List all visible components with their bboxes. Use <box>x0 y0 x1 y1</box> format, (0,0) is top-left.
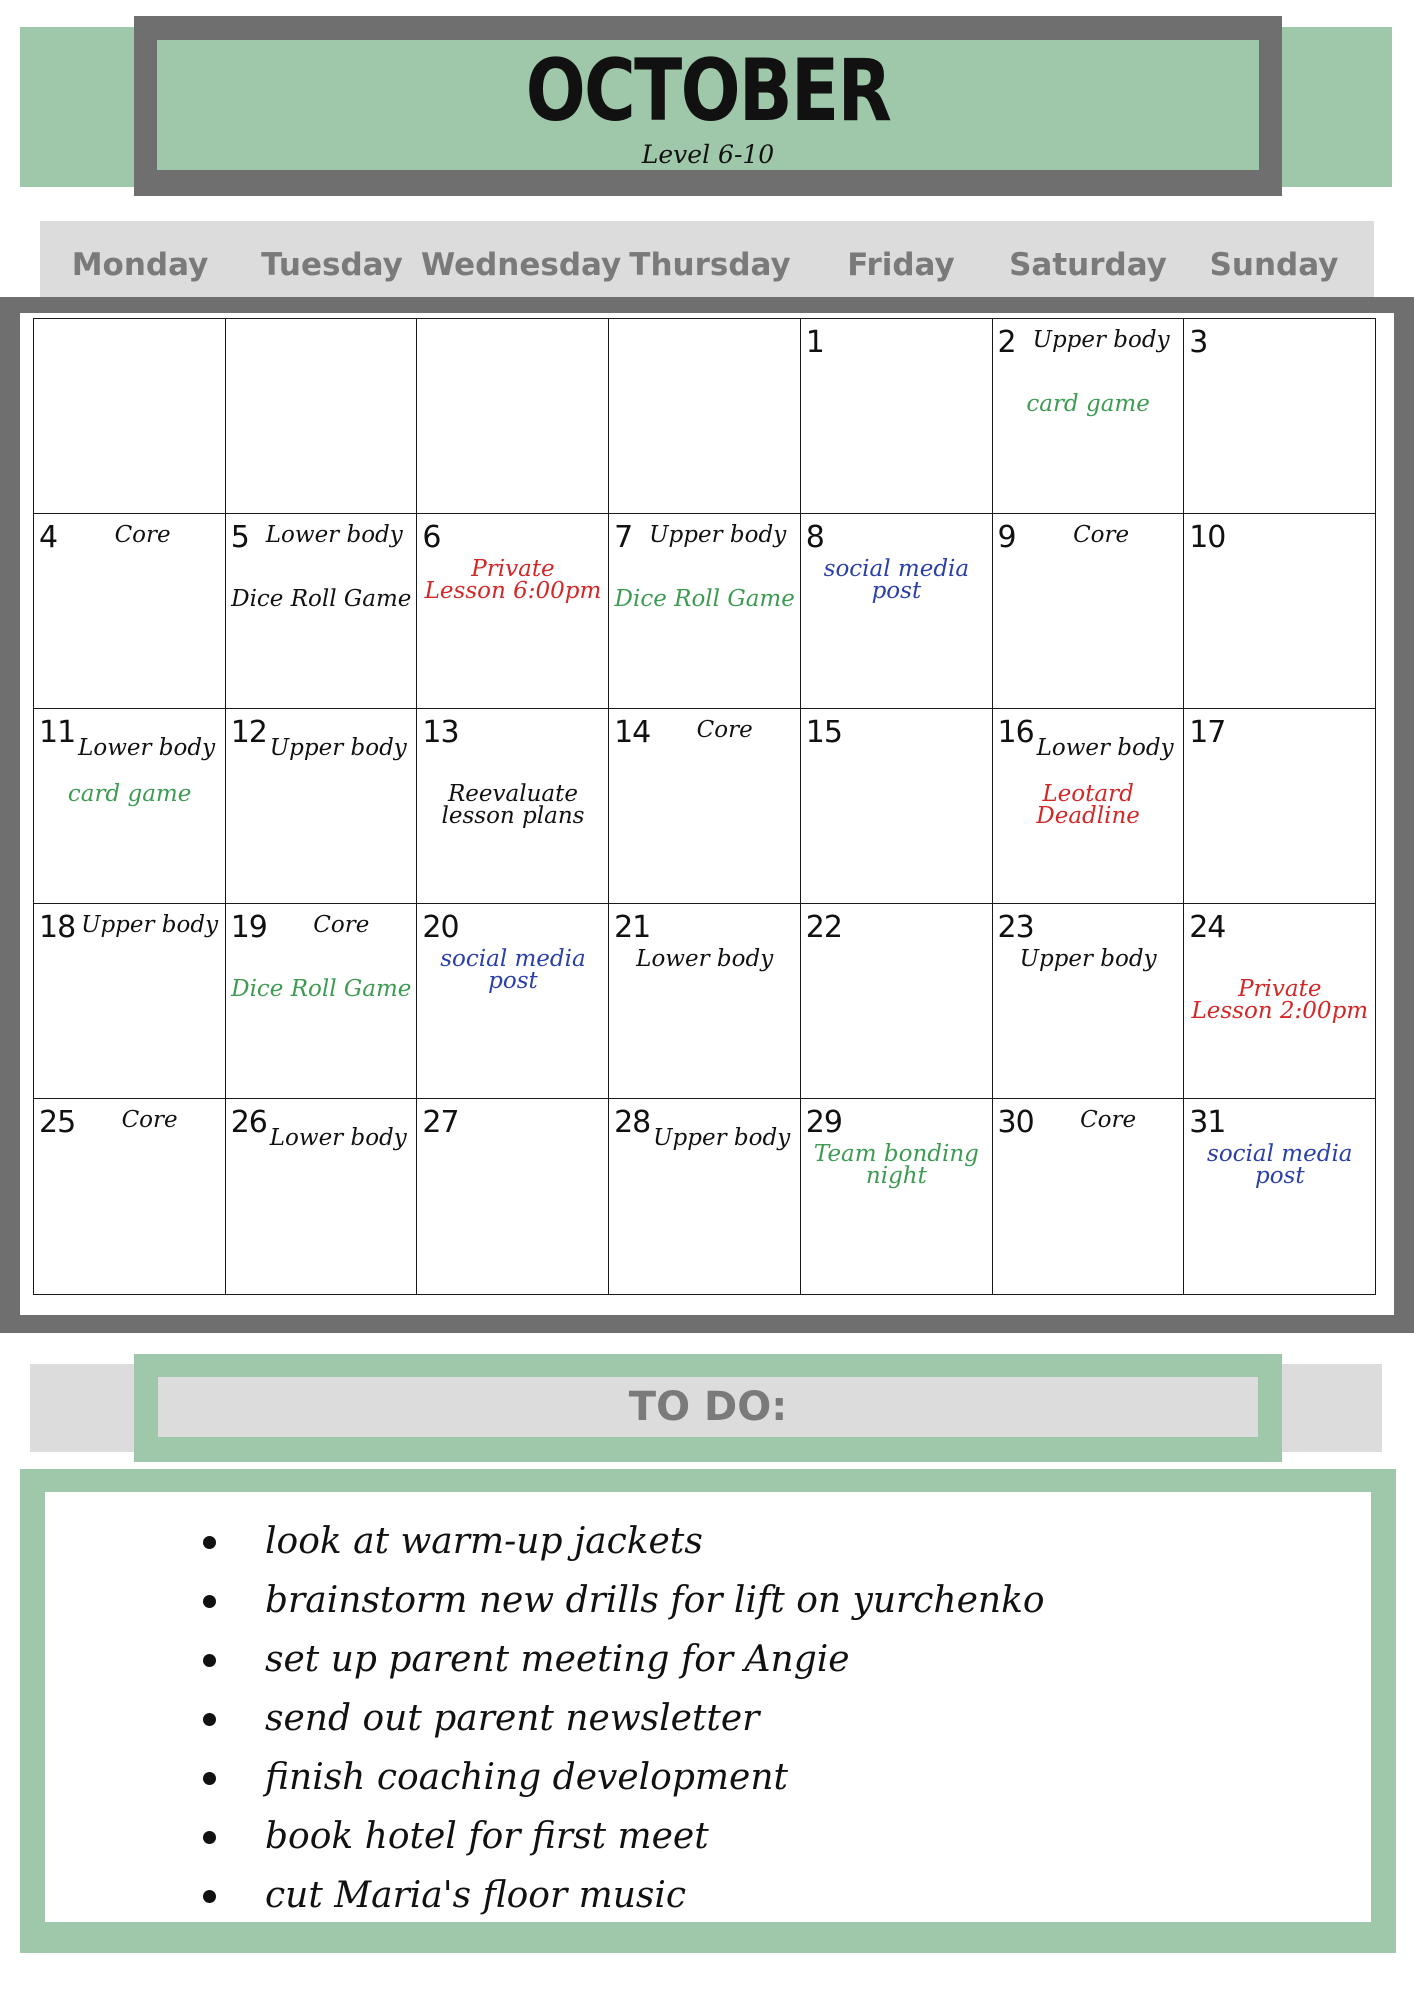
calendar-event: Dice Roll Game <box>231 976 412 1002</box>
calendar-day-cell <box>33 708 226 905</box>
day-number: 15 <box>805 715 842 750</box>
calendar-event: Lower body <box>1036 735 1174 761</box>
calendar-event: social media post <box>440 946 586 994</box>
calendar-event: card game <box>1026 391 1150 417</box>
day-number: 28 <box>614 1105 651 1140</box>
calendar-day-cell <box>608 903 801 1100</box>
calendar-event: Core <box>696 717 753 743</box>
day-number: 6 <box>422 520 441 555</box>
weekday-bar <box>40 221 1374 309</box>
calendar-event: Dice Roll Game <box>614 586 795 612</box>
day-number: 27 <box>422 1105 459 1140</box>
level-subtitle: Level 6-10 <box>641 140 775 169</box>
calendar-event: Core <box>121 1107 178 1133</box>
calendar-day-cell <box>33 513 226 710</box>
todo-list <box>195 1512 1045 1925</box>
calendar-event: Lower body <box>78 735 216 761</box>
calendar-event: Lower body <box>636 946 774 972</box>
calendar-event: Private Lesson 6:00pm <box>424 556 602 604</box>
todo-item: send out parent newsletter <box>195 1689 1045 1748</box>
calendar-day-cell <box>800 708 993 905</box>
calendar-day-cell <box>33 318 226 515</box>
day-number: 2 <box>997 325 1016 360</box>
calendar-event: Upper body <box>81 912 219 938</box>
month-title: OCTOBER <box>525 41 891 141</box>
todo-item: look at warm-up jackets <box>195 1512 1045 1571</box>
calendar-event: Core <box>1073 522 1130 548</box>
calendar-day-cell <box>608 708 801 905</box>
calendar-day-cell <box>416 708 609 905</box>
calendar-day-cell <box>33 903 226 1100</box>
day-number: 4 <box>39 520 58 555</box>
calendar-event: social media post <box>1207 1141 1353 1189</box>
day-number: 24 <box>1189 910 1226 945</box>
day-number: 17 <box>1189 715 1226 750</box>
weekday-friday: Friday <box>847 247 955 283</box>
calendar-event: Core <box>1080 1107 1137 1133</box>
calendar-day-cell <box>225 708 418 905</box>
calendar-day-cell <box>800 1098 993 1295</box>
calendar-event: Upper body <box>649 522 787 548</box>
day-number: 3 <box>1189 325 1208 360</box>
todo-title: TO DO: <box>158 1377 1258 1437</box>
day-number: 8 <box>805 520 824 555</box>
day-number: 30 <box>997 1105 1034 1140</box>
calendar-event: Private Lesson 2:00pm <box>1191 976 1369 1024</box>
day-number: 29 <box>805 1105 842 1140</box>
weekday-wednesday: Wednesday <box>421 247 622 283</box>
calendar-event: Upper body <box>1032 327 1170 353</box>
calendar-event: Upper body <box>1019 946 1157 972</box>
day-number: 19 <box>230 910 267 945</box>
day-number: 31 <box>1189 1105 1226 1140</box>
calendar-day-cell <box>416 1098 609 1295</box>
day-number: 12 <box>230 715 267 750</box>
calendar-event: Team bonding night <box>813 1141 979 1189</box>
calendar-day-cell <box>225 318 418 515</box>
calendar-event: Dice Roll Game <box>231 586 412 612</box>
calendar-day-cell <box>800 903 993 1100</box>
calendar-day-cell <box>1183 318 1376 515</box>
calendar-event: social media post <box>823 556 970 604</box>
day-number: 26 <box>230 1105 267 1140</box>
day-number: 23 <box>997 910 1034 945</box>
calendar-day-cell <box>225 513 418 710</box>
calendar-event: Upper body <box>269 735 407 761</box>
calendar-day-cell <box>225 1098 418 1295</box>
todo-item: cut Maria's floor music <box>195 1866 1045 1925</box>
calendar-event: Reevaluate lesson plans <box>441 781 585 829</box>
weekday-saturday: Saturday <box>1009 247 1167 283</box>
calendar-event: Lower body <box>269 1125 407 1151</box>
day-number: 13 <box>422 715 459 750</box>
calendar-day-cell <box>992 708 1185 905</box>
calendar-day-cell <box>1183 1098 1376 1295</box>
todo-list-paper <box>45 1492 1371 1922</box>
calendar-grid <box>20 313 1394 1315</box>
day-number: 18 <box>39 910 76 945</box>
todo-list-frame <box>20 1469 1396 1953</box>
day-number: 1 <box>805 325 824 360</box>
calendar-day-cell <box>800 513 993 710</box>
calendar-event: Leotard Deadline <box>1036 781 1140 829</box>
day-number: 20 <box>422 910 459 945</box>
calendar-day-cell <box>33 1098 226 1295</box>
calendar-day-cell <box>416 318 609 515</box>
calendar-day-cell <box>1183 513 1376 710</box>
weekday-tuesday: Tuesday <box>261 247 403 283</box>
calendar-event: Lower body <box>265 522 403 548</box>
calendar-day-cell <box>608 318 801 515</box>
todo-item: set up parent meeting for Angie <box>195 1630 1045 1689</box>
calendar-day-cell <box>1183 708 1376 905</box>
day-number: 7 <box>614 520 633 555</box>
day-number: 21 <box>614 910 651 945</box>
calendar-day-cell <box>992 903 1185 1100</box>
weekday-thursday: Thursday <box>629 247 791 283</box>
calendar-day-cell <box>416 903 609 1100</box>
day-number: 25 <box>39 1105 76 1140</box>
calendar-event: Core <box>114 522 171 548</box>
calendar-day-cell <box>225 903 418 1100</box>
calendar-day-cell <box>608 513 801 710</box>
calendar-event: card game <box>67 781 192 807</box>
weekday-monday: Monday <box>71 247 209 283</box>
todo-item: brainstorm new drills for lift on yurchenko <box>195 1571 1045 1630</box>
day-number: 11 <box>39 715 76 750</box>
calendar-day-cell <box>992 513 1185 710</box>
calendar-day-cell <box>992 1098 1185 1295</box>
calendar-day-cell <box>416 513 609 710</box>
header-panel <box>157 40 1259 170</box>
day-number: 9 <box>997 520 1016 555</box>
calendar-day-cell <box>800 318 993 515</box>
day-number: 5 <box>230 520 249 555</box>
calendar-day-cell <box>992 318 1185 515</box>
weekday-sunday: Sunday <box>1209 247 1339 283</box>
calendar-day-cell <box>1183 903 1376 1100</box>
calendar-day-cell <box>608 1098 801 1295</box>
calendar-event: Core <box>313 912 370 938</box>
day-number: 14 <box>614 715 651 750</box>
calendar-frame <box>0 297 1414 1333</box>
day-number: 22 <box>805 910 842 945</box>
calendar-event: Upper body <box>653 1125 791 1151</box>
todo-item: book hotel for first meet <box>195 1807 1045 1866</box>
todo-item: finish coaching development <box>195 1748 1045 1807</box>
day-number: 16 <box>997 715 1034 750</box>
day-number: 10 <box>1189 520 1226 555</box>
